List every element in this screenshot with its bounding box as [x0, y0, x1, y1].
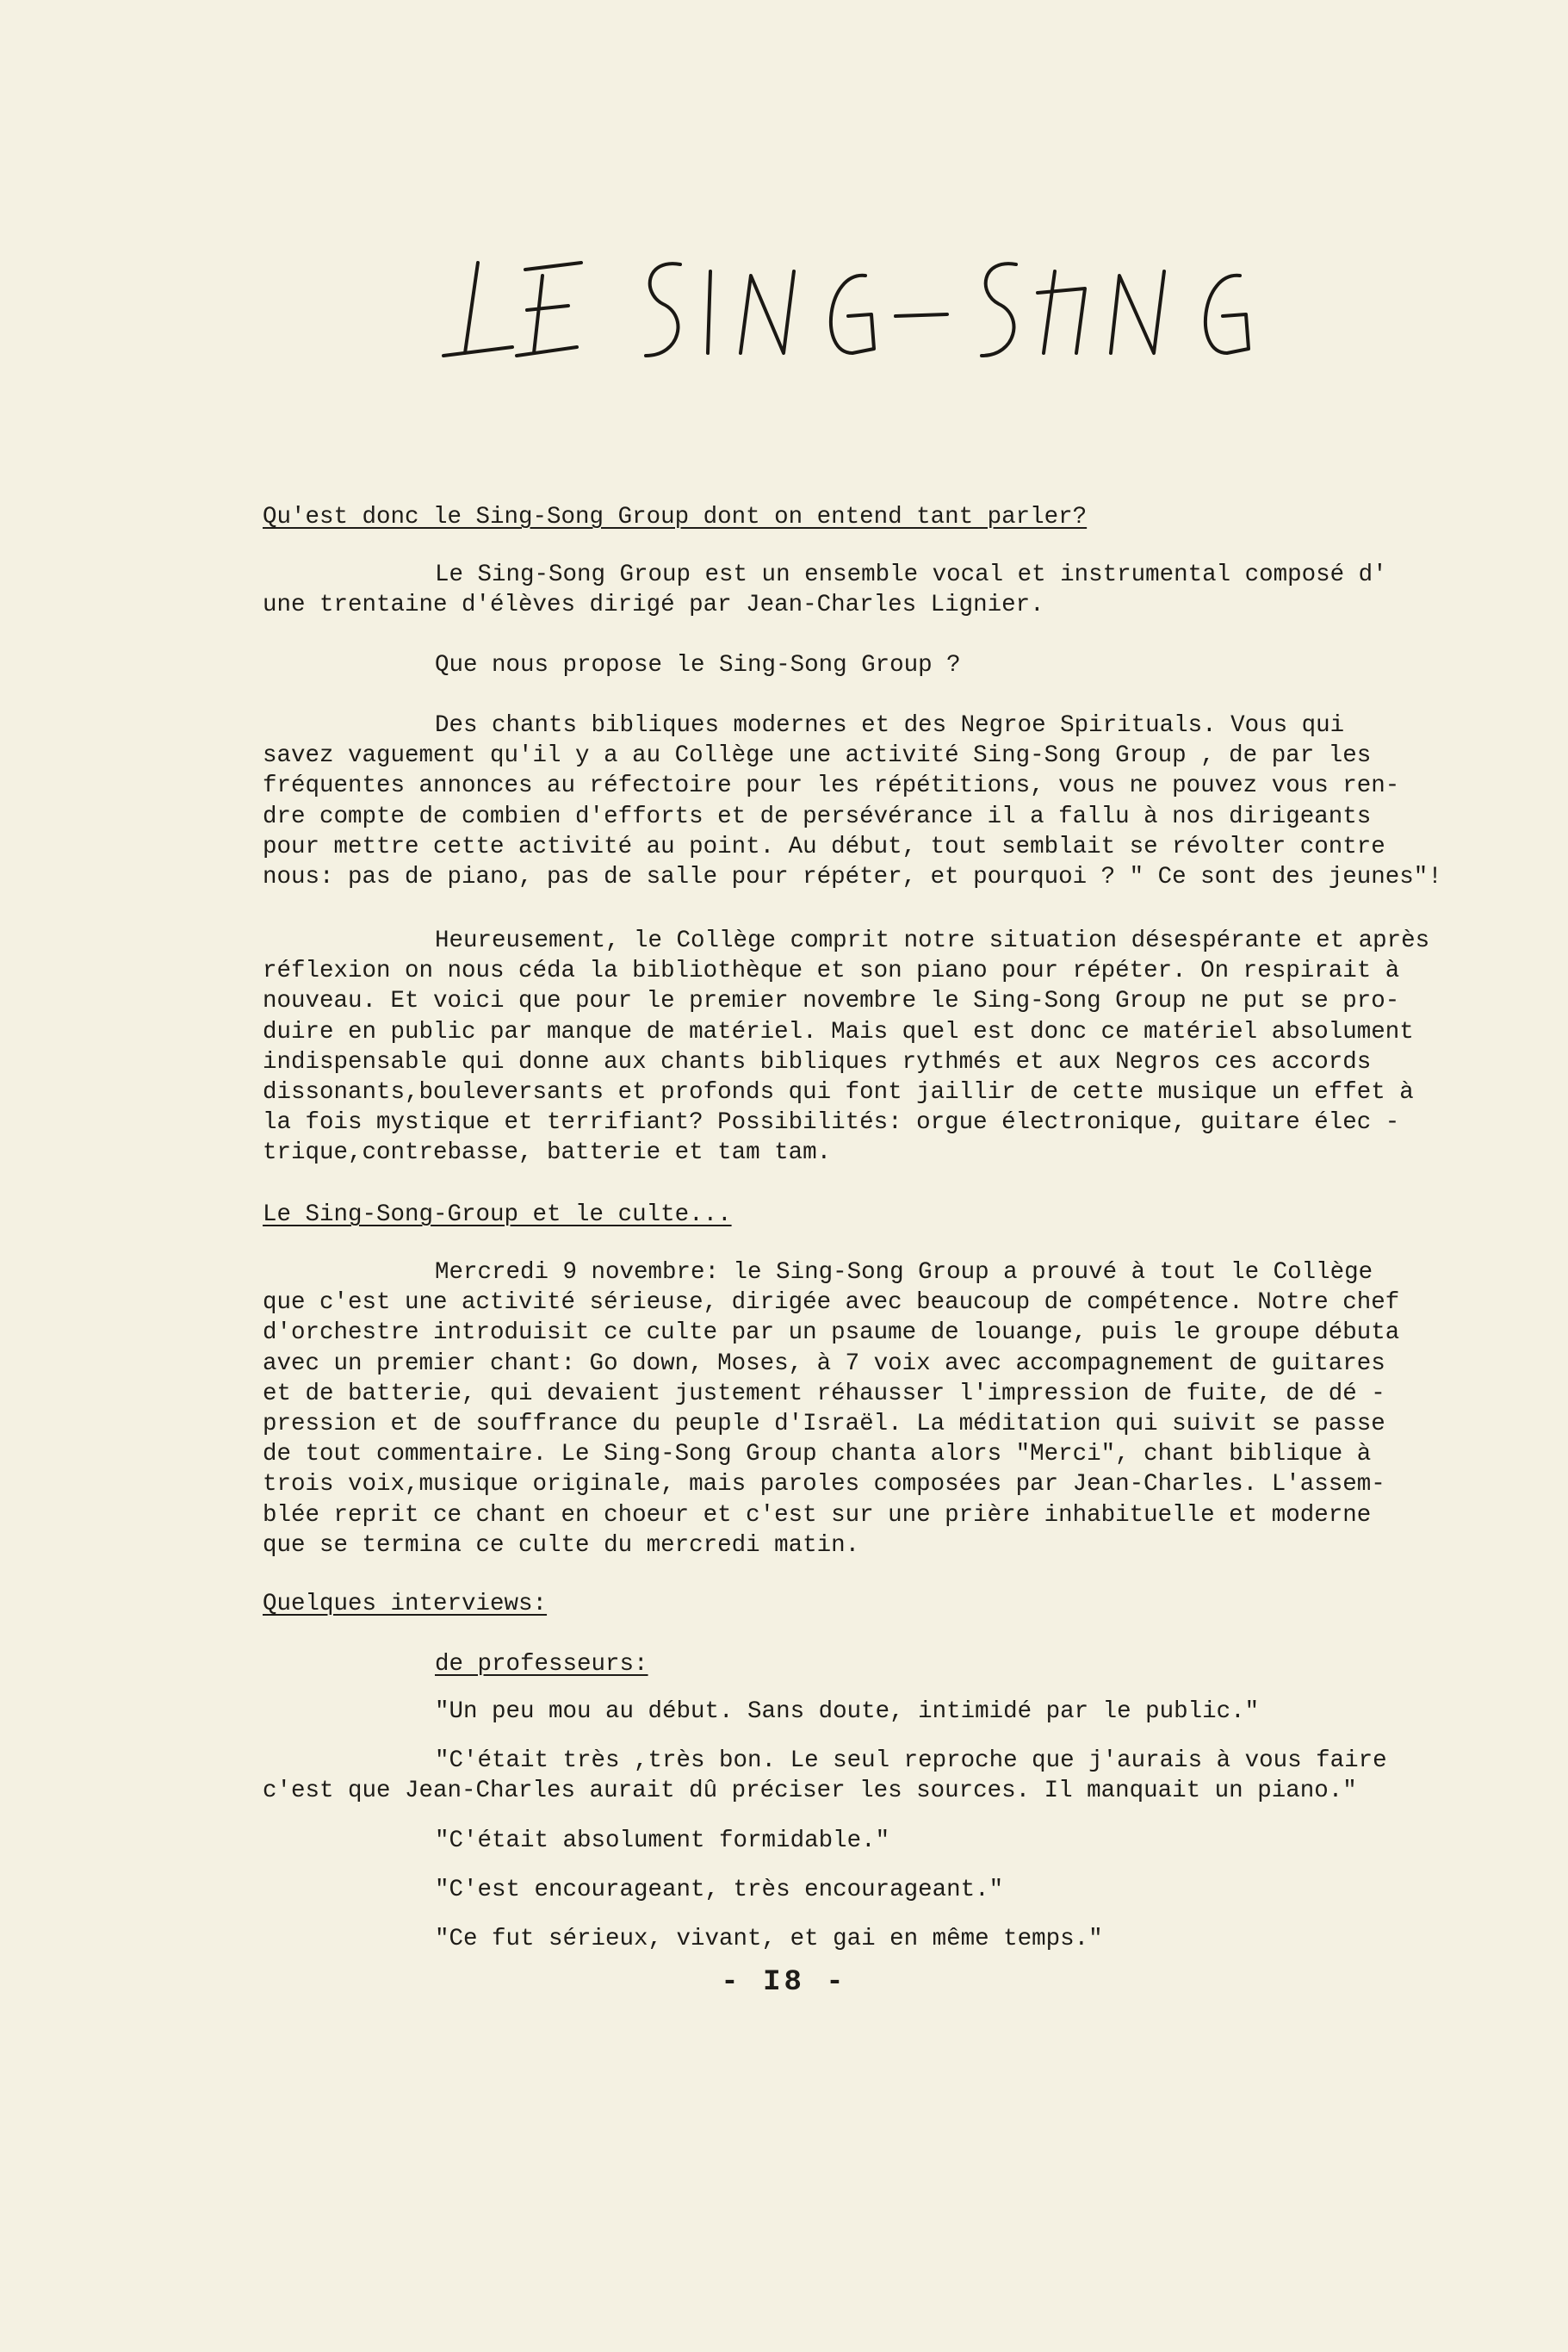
text-line: indispensable qui donne aux chants bibliques rythmés et aux Negros ces accords: [263, 1048, 1372, 1076]
text-line: pour mettre cette activité au point. Au début, tout semblait se révolter contre: [263, 833, 1385, 860]
text-line: avec un premier chant: Go down, Moses, à 7 voix avec accompagnement de guitares: [263, 1350, 1385, 1377]
text-line: nous: pas de piano, pas de salle pour répéter, et pourquoi ? " Ce sont des jeunes"!: [263, 864, 1442, 891]
paragraph-2: [263, 711, 1442, 892]
text-line: dissonants,bouleversants et profonds qui font jaillir de cette musique un effet à: [263, 1079, 1414, 1107]
paragraph-3: [263, 926, 1434, 1169]
text-line: trique,contrebasse, batterie et tam tam.: [263, 1139, 832, 1167]
heading-professeurs: de professeurs:: [435, 1651, 648, 1678]
paragraph-4: [263, 1257, 1434, 1561]
quote: "C'est encourageant, très encourageant.": [435, 1876, 1004, 1903]
text-line: réflexion on nous céda la bibliothèque et son piano pour répéter. On respirait à: [263, 958, 1400, 985]
text-line: et de batterie, qui devaient justement réhausser l'impression de fuite, de dé -: [263, 1380, 1385, 1407]
section-intro: [263, 502, 1434, 532]
quote-continuation: c'est que Jean-Charles aurait dû préciser les sources. Il manquait un piano.": [263, 1778, 1357, 1805]
quote: "C'était très ,très bon. Le seul reproche que j'aurais à vous faire: [435, 1747, 1387, 1775]
text-line: que se termina ce culte du mercredi matin.: [263, 1531, 860, 1559]
page-title: [431, 245, 1274, 375]
section-interviews: [263, 1589, 1434, 1619]
page-title-text: LE SING-SONG: [431, 245, 437, 246]
intro-paragraph: [263, 560, 1434, 620]
professeurs-block: [263, 1649, 1434, 1679]
text-line: Mercredi 9 novembre: le Sing-Song Group a prouvé à tout le Collège: [435, 1259, 1373, 1286]
text-line: trois voix,musique originale, mais paroles composées par Jean-Charles. L'assem-: [263, 1471, 1385, 1499]
quote: "Ce fut sérieux, vivant, et gai en même temps.": [435, 1926, 1103, 1953]
quote: "C'était absolument formidable.": [435, 1827, 890, 1854]
text-line: savez vaguement qu'il y a au Collège une activité Sing-Song Group , de par les: [263, 742, 1372, 770]
text-line: fréquentes annonces au réfectoire pour les répétitions, vous ne pouvez vous ren-: [263, 773, 1400, 800]
text-line: Heureusement, le Collège comprit notre situation désespérante et après: [435, 928, 1430, 954]
heading-question: Qu'est donc le Sing-Song Group dont on entend tant parler?: [263, 504, 1088, 531]
text-line: d'orchestre introduisit ce culte par un psaume de louange, puis le groupe débuta: [263, 1319, 1400, 1347]
text-line: dre compte de combien d'efforts et de persévérance il a fallu à nos dirigeants: [263, 803, 1372, 830]
text-line: duire en public par manque de matériel. Mais quel est donc ce matériel absolument: [263, 1018, 1414, 1046]
text-line: blée reprit ce chant en choeur et c'est sur une prière inhabituelle et moderne: [263, 1501, 1372, 1529]
text-line: pression et de souffrance du peuple d'Israël. La méditation qui suivit se passe: [263, 1411, 1385, 1438]
quotes-list: [263, 1697, 1434, 1954]
handwritten-title: [431, 245, 1274, 375]
text-line: de tout commentaire. Le Sing-Song Group chanta alors "Merci", chant biblique à: [263, 1441, 1372, 1468]
question-line: [263, 650, 1434, 680]
page-number: - I8 -: [721, 1966, 847, 1999]
text-line: Des chants bibliques modernes et des Negroe Spirituals. Vous qui: [435, 712, 1345, 739]
text-line: la fois mystique et terrifiant? Possibilités: orgue électronique, guitare élec -: [263, 1109, 1400, 1137]
heading-culte: Le Sing-Song-Group et le culte...: [263, 1201, 732, 1228]
quote: "Un peu mou au début. Sans doute, intimidé par le public.": [435, 1698, 1260, 1725]
heading-interviews: Quelques interviews:: [263, 1591, 548, 1617]
text-line: Le Sing-Song Group est un ensemble vocal et instrumental composé d': [435, 562, 1387, 588]
section-culte: [263, 1200, 1434, 1230]
text-line: Que nous propose le Sing-Song Group ?: [435, 652, 961, 679]
text-line: une trentaine d'élèves dirigé par Jean-Charles Lignier.: [263, 592, 1044, 619]
text-line: nouveau. Et voici que pour le premier novembre le Sing-Song Group ne put se pro-: [263, 988, 1400, 1015]
text-line: que c'est une activité sérieuse, dirigée avec beaucoup de compétence. Notre chef: [263, 1289, 1400, 1317]
